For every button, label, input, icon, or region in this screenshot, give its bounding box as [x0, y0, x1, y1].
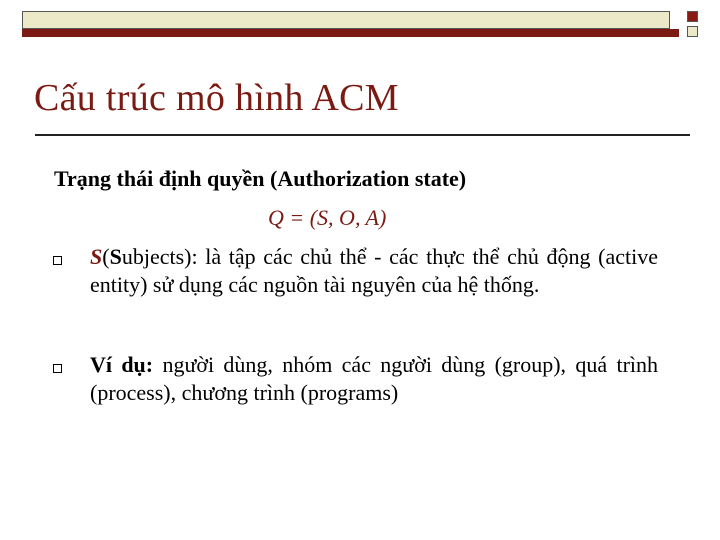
bullet-example [90, 351, 658, 407]
bullet-subjects [90, 243, 658, 299]
bullet-lead: Ví dụ: [90, 352, 154, 377]
formula: Q = (S, O, A) [268, 205, 387, 230]
header-band [22, 11, 670, 29]
header-rule [22, 29, 679, 37]
hollow-square-bullet-icon [53, 256, 62, 265]
slide-title: Cấu trúc mô hình ACM [34, 77, 399, 119]
bullet-text: ubjects): là tập các chủ thể - các thực thể chủ động (active entity) sử dụng các nguồn tài nguyên của hệ thống. [90, 244, 658, 297]
bullet-text: người dùng, nhóm các người dùng (group), quá trình (process), chương trình (programs) [90, 352, 659, 405]
section-heading: Trạng thái định quyền (Authorization state) [54, 166, 467, 191]
header-square-icon [687, 26, 698, 37]
header-square-icon [687, 11, 698, 22]
bullet-paren: ( [102, 244, 110, 269]
hollow-square-bullet-icon [53, 364, 62, 373]
title-divider [35, 134, 690, 136]
bullet-symbol: S [90, 244, 103, 269]
bullet-lead: S [109, 244, 122, 269]
